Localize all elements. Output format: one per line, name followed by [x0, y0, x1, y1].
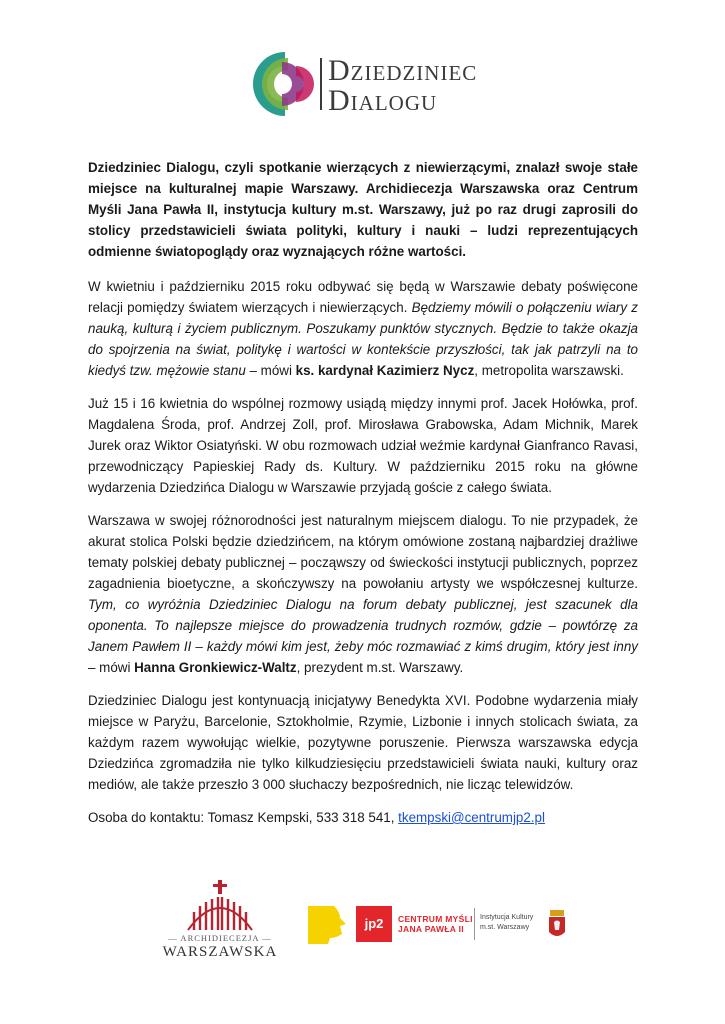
article-body [88, 157, 638, 840]
logo-mark-icon [252, 48, 318, 120]
contact-paragraph [88, 807, 638, 828]
paragraph-4-text-1: Warszawa w swojej różnorodności jest naturalnym miejscem dialogu. To nie przypadek, że akurat stolica Polski będzie dziedzińcem, na którym omówione zostaną najbardziej drażliwe tematy polskiej debaty publicznej – począwszy od świeckości instytucji publicznych, poprzez zagadnienia bioetyczne, a skończywszy na powołaniu artysty we współczesnej kulturze. [88, 513, 638, 591]
paragraph-2 [88, 276, 638, 381]
jp2-badge: jp2 [356, 906, 392, 942]
archdiocese-label-top: — ARCHIDIECEZJA — [168, 933, 272, 943]
paragraph-4 [88, 510, 638, 678]
archidiecezja-warszawska-logo [158, 878, 282, 964]
dziedziniec-dialogu-logo [252, 48, 482, 120]
institution-label-1: Instytucja Kultury [480, 914, 534, 921]
paragraph-4-text-2: – mówi [88, 660, 135, 675]
lead-paragraph: Dziedziniec Dialogu, czyli spotkanie wierzących z niewierzącymi, znalazł swoje stałe miejsce na kulturalnej mapie Warszawy. Archidiecezja Warszawska oraz Centrum Myśli Jana Pawła II, instytucja kultury m.st. Warszawy, już po raz drugi zaprosili do stolicy przedstawicieli świata polityki, kultury i nauki – ludzi reprezentujących odmienne światopoglądy oraz wyznających różne wartości. [88, 160, 638, 259]
institution-label-2: m.st. Warszawy [480, 924, 530, 931]
paragraph-2-text-1: W kwietniu i październiku 2015 roku odbywać się będą w Warszawie debaty poświęcone relacji pomiędzy światem wierzących i niewierzących. [88, 279, 638, 315]
footer-divider [474, 908, 475, 940]
logo-line-2: Dialogu [328, 84, 438, 117]
paragraph-4-text-3: , prezydent m.st. Warszawy. [296, 660, 464, 675]
warsaw-crest-icon [546, 904, 568, 944]
jp2-name-line-2: JANA PAWŁA II [398, 924, 464, 934]
archdiocese-label-bottom: WARSZAWSKA [162, 944, 278, 960]
contact-label: Osoba do kontaktu: Tomasz Kempski, 533 318 541, [88, 810, 399, 825]
paragraph-2-text-2: – mówi [245, 363, 296, 378]
logo-wordmark [328, 56, 477, 116]
paragraph-2-speaker: ks. kardynał Kazimierz Nycz [295, 363, 475, 378]
paragraph-5: Dziedziniec Dialogu jest kontynuacją inicjatywy Benedykta XVI. Podobne wydarzenia miały miejsce w Paryżu, Barcelonie, Sztokholmie, Rzymie, Lizbonie i innych stolicach świata, za każdym razem wywołując wielkie, pozytywne poruszenie. Pierwsza warszawska edycja Dziedzińca zgromadziła nie tylko kilkudziesięciu przedstawicieli świata nauki, kultury oraz mediów, ale także przeszło 3 000 słuchaczy bezpośrednich, nie licząc telewidzów. [88, 693, 638, 792]
centrum-jp2-logo-strip [306, 904, 576, 944]
jp2-profile-icon [306, 904, 350, 944]
contact-email-link[interactable]: tkempski@centrumjp2.pl [398, 810, 545, 825]
logo-divider [320, 58, 322, 110]
paragraph-3: Już 15 i 16 kwietnia do wspólnej rozmowy usiądą między innymi prof. Jacek Hołówka, prof. Magdalena Środa, prof. Andrzej Zoll, prof. Mirosława Grabowska, Adam Michnik, Marek Jurek oraz Wiktor Osiatyński. W obu rozmowach udział weźmie kardynał Gianfranco Ravasi, przewodniczący Papieskiej Rady ds. Kultury. W październiku 2015 roku na główne wydarzenia Dziedzińca Dialogu w Warszawie przyjadą goście z całego świata. [88, 396, 638, 495]
paragraph-2-quote: Będziemy mówili o połączeniu wiary z nauką, kulturą i życiem publicznym. Poszukamy punktów stycznych. Będzie to także okazja do spojrzenia na świat, politykę i wartości w kontekście przyszłości, tak jak patrzyli na to kiedyś tzw. mężowie stanu [88, 300, 638, 378]
paragraph-2-text-3: , metropolita warszawski. [474, 363, 624, 378]
logo-line-1: Dziedziniec [328, 54, 478, 87]
archdiocese-emblem-icon [158, 878, 282, 934]
jp2-name-line-1: CENTRUM MYŚLI [398, 914, 473, 924]
paragraph-4-speaker: Hanna Gronkiewicz-Waltz [134, 660, 297, 675]
paragraph-4-quote: Tym, co wyróżnia Dziedziniec Dialogu na forum debaty publicznej, jest szacunek dla oponenta. To najlepsze miejsce do prowadzenia trudnych rozmów, gdzie – powtórzę za Janem Pawłem II – każdy mówi kim jest, żeby móc rozmawiać z kimś drugim, który jest inny [88, 597, 638, 654]
